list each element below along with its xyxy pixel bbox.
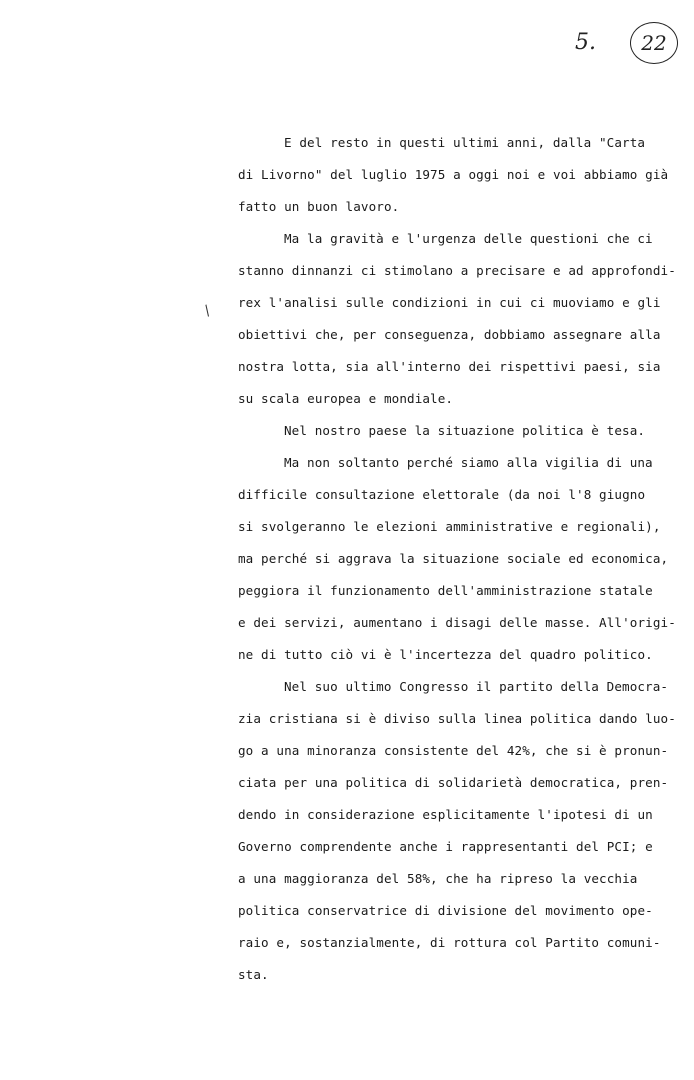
text-line: ma perché si aggrava la situazione sociale ed economica,	[238, 551, 669, 566]
text-line: E del resto in questi ultimi anni, dalla "Carta	[284, 135, 646, 150]
text-line: go a una minoranza consistente del 42%, che si è pronun-	[238, 743, 669, 758]
text-line: Nel suo ultimo Congresso il partito della Democra-	[284, 679, 669, 694]
page-number: 5.	[575, 30, 596, 55]
circled-page-number: 22	[630, 22, 678, 64]
text-line: raio e, sostanzialmente, di rottura col Partito comuni-	[238, 935, 661, 950]
text-line: difficile consultazione elettorale (da noi l'8 giugno	[238, 487, 646, 502]
text-line: di Livorno" del luglio 1975 a oggi noi e voi abbiamo già	[238, 167, 669, 182]
text-line: ne di tutto ciò vi è l'incertezza del quadro politico.	[238, 647, 653, 662]
text-line: dendo in considerazione esplicitamente l'ipotesi di un	[238, 807, 653, 822]
margin-mark: /	[201, 302, 214, 320]
body-text	[238, 132, 676, 985]
text-line: zia cristiana si è diviso sulla linea politica dando luo-	[238, 711, 676, 726]
text-line: nostra lotta, sia all'interno dei rispettivi paesi, sia	[238, 359, 661, 374]
text-line: stanno dinnanzi ci stimolano a precisare e ad approfondi-	[238, 263, 676, 278]
text-line: Nel nostro paese la situazione politica è tesa.	[284, 423, 646, 438]
text-line: si svolgeranno le elezioni amministrative e regionali),	[238, 519, 661, 534]
text-line: rex l'analisi sulle condizioni in cui ci muoviamo e gli	[238, 295, 661, 310]
text-line: sta.	[238, 967, 269, 982]
text-line: Ma la gravità e l'urgenza delle questioni che ci	[284, 231, 653, 246]
text-line: su scala europea e mondiale.	[238, 391, 454, 406]
text-line: politica conservatrice di divisione del movimento ope-	[238, 903, 653, 918]
text-line: Governo comprendente anche i rappresentanti del PCI; e	[238, 839, 653, 854]
text-line: a una maggioranza del 58%, che ha ripreso la vecchia	[238, 871, 638, 886]
text-line: obiettivi che, per conseguenza, dobbiamo assegnare alla	[238, 327, 661, 342]
text-line: ciata per una politica di solidarietà democratica, pren-	[238, 775, 669, 790]
text-line: Ma non soltanto perché siamo alla vigilia di una	[284, 455, 653, 470]
text-line: e dei servizi, aumentano i disagi delle masse. All'origi-	[238, 615, 676, 630]
text-line: peggiora il funzionamento dell'amministrazione statale	[238, 583, 653, 598]
text-line: fatto un buon lavoro.	[238, 199, 400, 214]
